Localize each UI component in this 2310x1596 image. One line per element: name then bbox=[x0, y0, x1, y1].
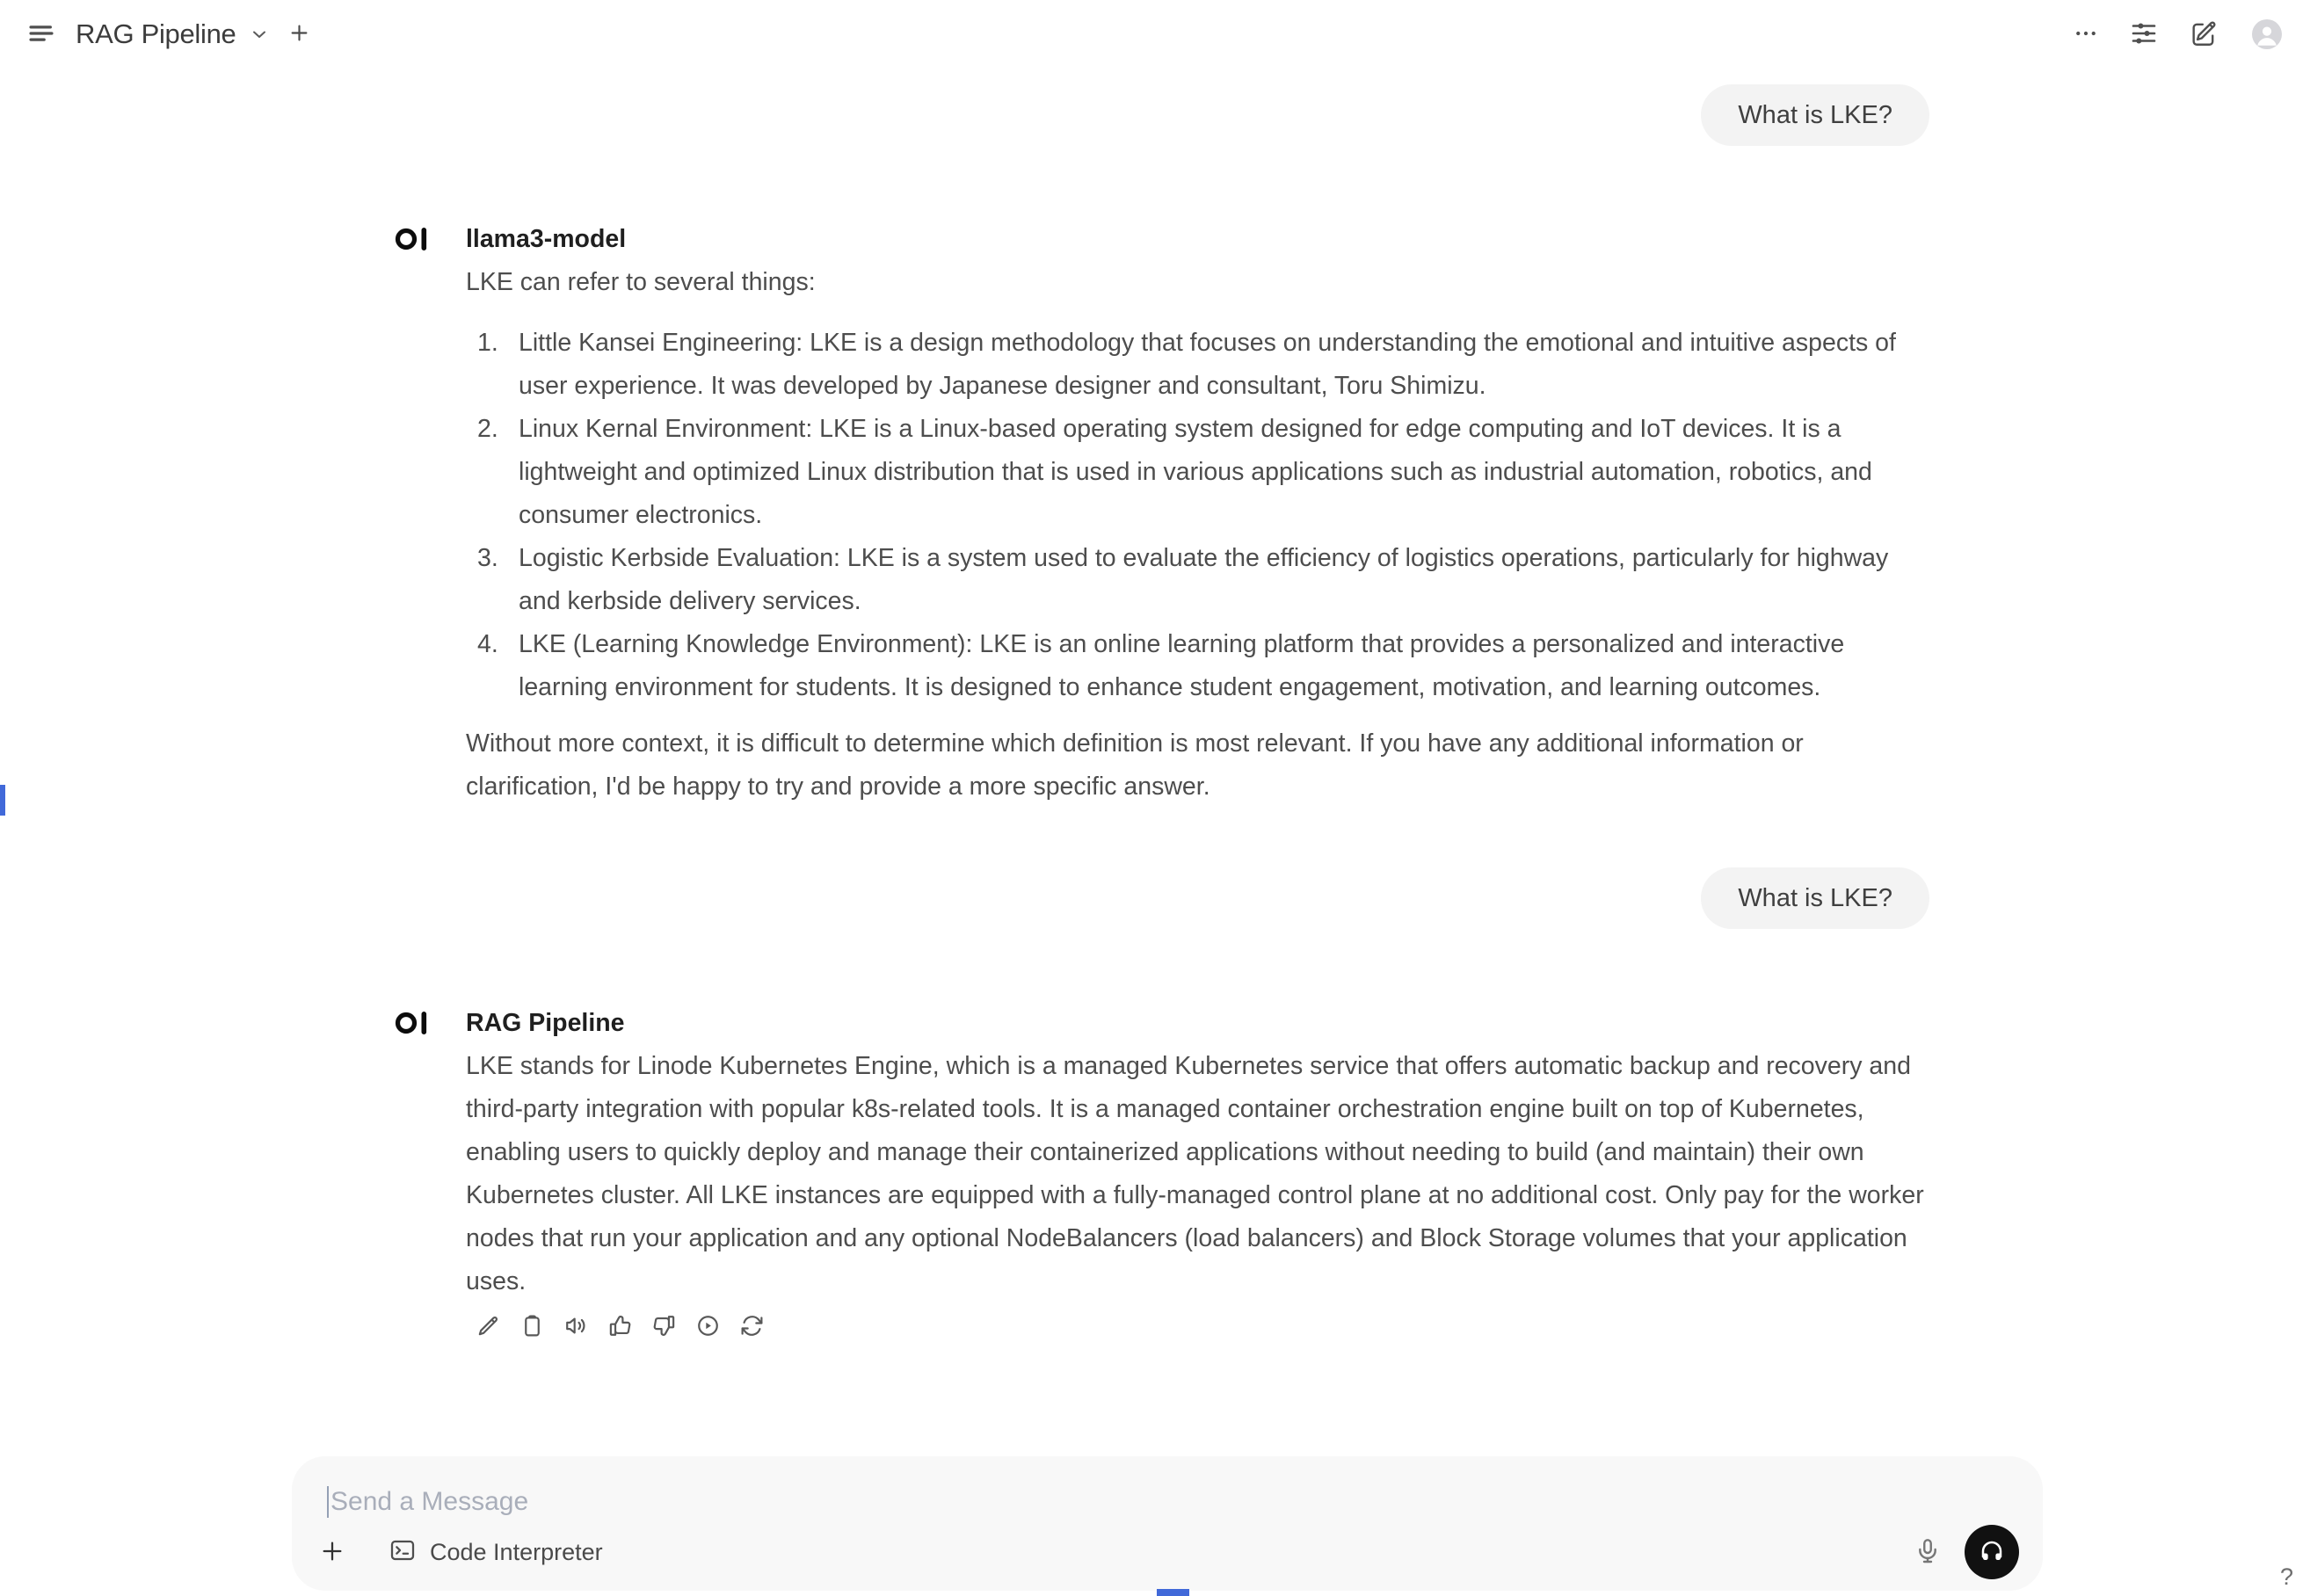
new-chat-plus-button[interactable] bbox=[287, 21, 311, 47]
user-message-text: What is LKE? bbox=[1738, 883, 1892, 912]
dictate-button[interactable] bbox=[1914, 1537, 1942, 1568]
more-options-button[interactable] bbox=[2073, 20, 2099, 49]
thumbs-down-button[interactable] bbox=[651, 1313, 677, 1341]
list-item: 1. Little Kansei Engineering: LKE is a design methodology that focuses on understanding the emotional and intuitive aspects of user experience. It was developed by Japanese designer and consultant, Toru Shimizu. bbox=[477, 329, 1896, 400]
list-item: 2. Linux Kernal Environment: LKE is a Linux-based operating system designed for edge computing and IoT devices. It is a lightweight and optimized Linux distribution that is used in various applications such as industrial automation, robotics, and consumer electronics. bbox=[477, 415, 1872, 529]
attach-button[interactable] bbox=[318, 1537, 346, 1568]
input-placeholder: Send a Message bbox=[331, 1487, 529, 1516]
chat-title-selector[interactable] bbox=[76, 18, 270, 50]
assistant-message bbox=[377, 1002, 1935, 1341]
assistant-message bbox=[377, 218, 1935, 809]
speaker-icon bbox=[563, 1313, 589, 1341]
ellipsis-icon bbox=[2073, 20, 2099, 49]
openwebui-logo-icon bbox=[395, 225, 446, 258]
edit-response-button[interactable] bbox=[476, 1313, 501, 1341]
user-message bbox=[1701, 867, 1929, 929]
microphone-icon bbox=[1914, 1537, 1942, 1568]
user-message-text: What is LKE? bbox=[1738, 100, 1892, 129]
refresh-icon bbox=[739, 1313, 765, 1341]
user-message bbox=[1701, 84, 1929, 146]
sliders-icon bbox=[2129, 18, 2159, 51]
sidebar-toggle-button[interactable] bbox=[25, 17, 58, 53]
controls-button[interactable] bbox=[2129, 18, 2159, 51]
compose-new-chat-button[interactable] bbox=[2189, 18, 2219, 51]
code-interpreter-toggle[interactable] bbox=[389, 1536, 603, 1569]
thumbs-up-button[interactable] bbox=[607, 1313, 633, 1341]
message-input[interactable] bbox=[327, 1483, 2008, 1521]
play-circle-icon bbox=[695, 1313, 721, 1341]
pencil-square-icon bbox=[2189, 18, 2219, 51]
plus-icon bbox=[287, 21, 311, 47]
model-name: RAG Pipeline bbox=[466, 1009, 625, 1037]
read-aloud-button[interactable] bbox=[563, 1313, 589, 1341]
top-bar bbox=[0, 0, 2310, 69]
clipboard-icon bbox=[519, 1313, 545, 1341]
text-caret bbox=[327, 1486, 329, 1518]
voice-call-button[interactable] bbox=[1965, 1525, 2019, 1579]
focus-artifact bbox=[0, 785, 5, 816]
chevron-down-icon bbox=[249, 24, 270, 45]
assistant-text: LKE stands for Linode Kubernetes Engine, which is a managed Kubernetes service that offers automatic backup and recovery and third-party integration with popular k8s-related tools. It is a managed container orchestration engine built on top of Kubernetes, enabling users to quickly deploy and manage their containerized applications without needing to build (and maintain) their own Kubernetes cluster. All LKE instances are equipped with a fully-managed control plane at no additional cost. Only pay for the worker nodes that run your application and any optional NodeBalancers (load balancers) and Block Storage volumes that your application uses. bbox=[466, 1052, 1924, 1295]
chat-title: RAG Pipeline bbox=[76, 18, 236, 49]
copy-button[interactable] bbox=[519, 1313, 545, 1341]
model-name: llama3-model bbox=[466, 225, 627, 253]
thumbs-down-icon bbox=[651, 1313, 677, 1341]
code-interpreter-label: Code Interpreter bbox=[430, 1538, 603, 1565]
message-actions bbox=[466, 1313, 1936, 1341]
plus-icon bbox=[318, 1537, 346, 1568]
thumbs-up-icon bbox=[607, 1313, 633, 1341]
headphones-icon bbox=[1979, 1538, 2005, 1567]
continue-response-button[interactable] bbox=[695, 1313, 721, 1341]
focus-artifact bbox=[1157, 1589, 1189, 1596]
pencil-icon bbox=[476, 1313, 501, 1341]
list-item: 4. LKE (Learning Knowledge Environment): LKE is an online learning platform that provides a personalized and interactive learning environment for students. It is designed to enhance student engagement, motivation, and learning outcomes. bbox=[477, 630, 1845, 701]
help-button[interactable]: ? bbox=[2280, 1563, 2294, 1590]
assistant-intro: LKE can refer to several things: bbox=[466, 268, 816, 296]
message-composer bbox=[292, 1456, 2043, 1591]
openwebui-logo-icon bbox=[395, 1009, 446, 1041]
chat-scroll-area[interactable] bbox=[377, 0, 1935, 1596]
assistant-outro: Without more context, it is difficult to determine which definition is most relevant. If you have any additional information or clarification, I'd be happy to try and provide a more specific answer. bbox=[466, 729, 1804, 801]
regenerate-button[interactable] bbox=[739, 1313, 765, 1341]
sidebar-toggle-icon bbox=[25, 17, 58, 53]
user-avatar[interactable] bbox=[2248, 16, 2285, 53]
terminal-icon bbox=[389, 1536, 417, 1569]
numbered-list bbox=[466, 322, 1936, 709]
list-item: 3. Logistic Kerbside Evaluation: LKE is a system used to evaluate the efficiency of logistics operations, particularly for highway and kerbside delivery services. bbox=[477, 544, 1889, 615]
